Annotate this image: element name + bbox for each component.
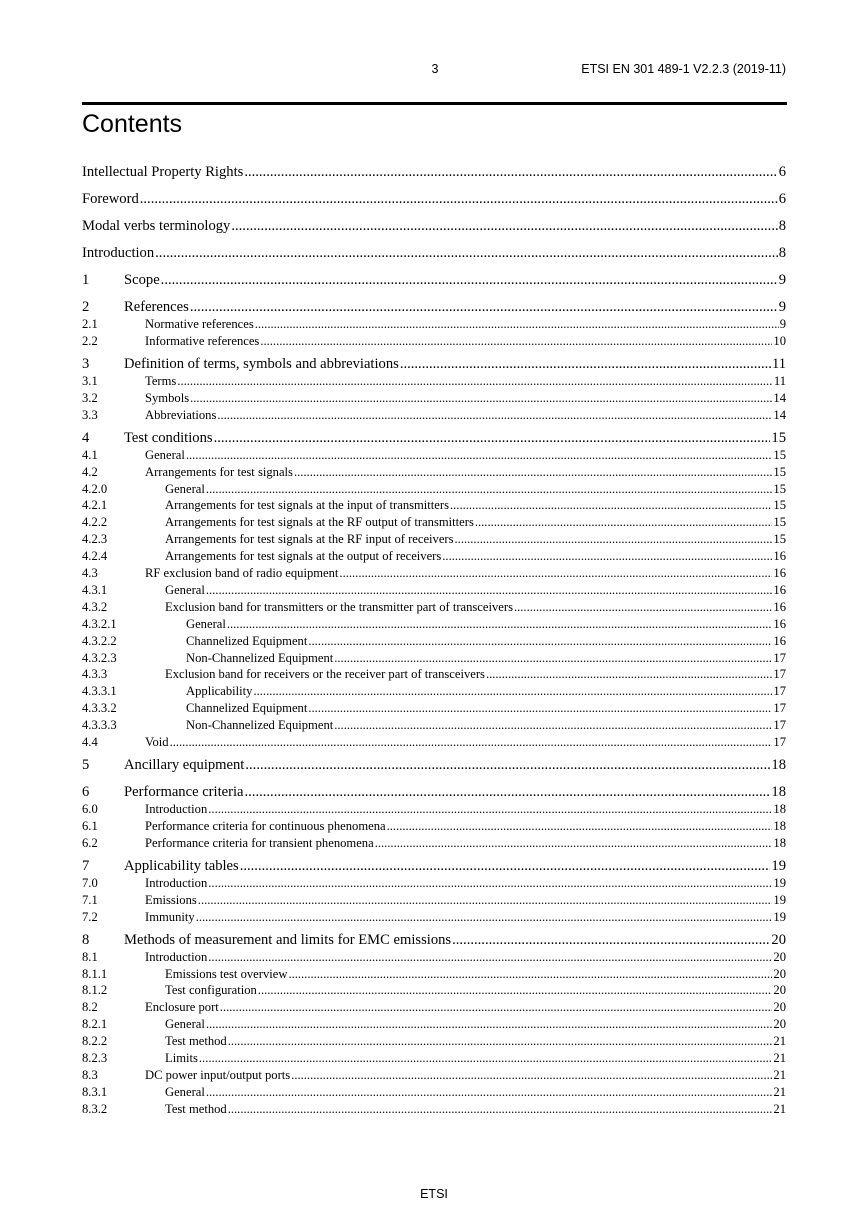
toc-entry-title: Intellectual Property Rights <box>82 164 244 180</box>
toc-entry-number: 3.3 <box>82 407 98 422</box>
toc-entry-title: Performance criteria for continuous phenomena <box>145 818 386 833</box>
toc-dot-leader <box>155 245 778 262</box>
toc-entry-title: Definition of terms, symbols and abbreviations <box>124 355 399 372</box>
toc-dot-leader <box>208 876 772 891</box>
toc-entry-page: 21 <box>773 1051 786 1065</box>
toc-dot-leader <box>253 684 772 699</box>
toc-dot-leader <box>190 299 778 316</box>
toc-entry-page: 15 <box>773 464 786 479</box>
toc-entry-title: Arrangements for test signals at the RF input of receivers <box>165 532 454 547</box>
toc-entry-page: 8 <box>778 218 786 234</box>
toc-subentry[interactable] <box>82 1068 786 1083</box>
toc-entry-title: General <box>145 447 185 462</box>
toc-entry-title: Terms <box>145 373 177 388</box>
toc-dot-leader <box>375 836 773 851</box>
toc-dot-leader <box>245 757 770 774</box>
toc-dot-leader <box>217 408 772 423</box>
toc-entry-page: 17 <box>773 701 786 716</box>
toc-entry-number: 4.2 <box>82 464 98 479</box>
toc-subentry[interactable] <box>82 583 786 598</box>
toc-entry-number: 8.1.1 <box>82 966 108 981</box>
toc-entry-page: 16 <box>773 616 786 631</box>
toc-dot-leader <box>486 667 772 682</box>
toc-entry-title: Exclusion band for transmitters or the transmitter part of transceivers <box>165 599 513 614</box>
toc-entry-number: 4 <box>82 429 90 446</box>
toc-entry-title: Test method <box>165 1034 227 1049</box>
toc-entry-page: 19 <box>773 892 786 907</box>
toc-entry-title: RF exclusion band of radio equipment <box>145 566 339 580</box>
toc-dot-leader <box>291 1068 772 1083</box>
toc-subentry[interactable] <box>82 408 786 423</box>
toc-subentry[interactable] <box>82 1034 786 1049</box>
toc-entry-page: 17 <box>773 735 786 749</box>
toc-subentry[interactable] <box>82 802 786 817</box>
toc-entry[interactable] <box>82 757 786 774</box>
toc-dot-leader <box>260 334 772 349</box>
toc-dot-leader <box>452 932 770 949</box>
toc-entry-title: Arrangements for test signals at the RF output of transmitters <box>165 515 474 530</box>
toc-entry-page: 15 <box>773 481 786 496</box>
toc-entry-page: 17 <box>773 667 786 682</box>
toc-entry-title: Void <box>145 735 169 749</box>
toc-entry-number: 8.3.1 <box>82 1084 108 1099</box>
toc-entry-title: Abbreviations <box>145 407 217 422</box>
toc-dot-leader <box>475 515 773 530</box>
toc-subentry[interactable] <box>82 391 786 406</box>
toc-entry-title: Test configuration <box>165 983 257 998</box>
toc-dot-leader <box>400 356 771 373</box>
toc-entry-number: 8.2.2 <box>82 1034 108 1049</box>
header-page-number: 3 <box>431 62 439 76</box>
toc-subentry[interactable] <box>82 549 786 564</box>
toc-dot-leader <box>186 448 773 463</box>
toc-entry-number: 1 <box>82 272 90 288</box>
toc-entry-title: General <box>186 616 226 631</box>
toc-dot-leader <box>198 893 773 908</box>
toc-entry-number: 4.3.1 <box>82 582 108 597</box>
toc-dot-leader <box>206 1085 773 1100</box>
toc-entry-number: 8.1 <box>82 949 98 964</box>
toc-entry-title: Modal verbs terminology <box>82 218 231 234</box>
toc-entry-page: 9 <box>778 299 786 315</box>
toc-subentry[interactable] <box>82 515 786 530</box>
toc-entry-page: 21 <box>773 1101 786 1116</box>
toc-entry-page: 10 <box>773 333 786 348</box>
toc-subentry[interactable] <box>82 701 786 716</box>
toc-subentry[interactable] <box>82 334 786 349</box>
toc-dot-leader <box>220 1000 773 1015</box>
toc-entry-number: 4.1 <box>82 447 98 462</box>
toc-subentry[interactable] <box>82 617 786 632</box>
toc-dot-leader <box>199 1051 773 1066</box>
toc-entry-page: 18 <box>773 835 786 850</box>
toc-entry-title: Channelized Equipment <box>186 633 308 648</box>
toc-subentry[interactable] <box>82 893 786 908</box>
toc-entry-title: Normative references <box>145 317 254 331</box>
toc-dot-leader <box>294 465 772 480</box>
toc-entry-page: 20 <box>773 1000 786 1015</box>
toc-entry-page: 17 <box>773 650 786 665</box>
toc-entry-number: 7.0 <box>82 875 98 890</box>
toc-dot-leader <box>334 718 772 733</box>
toc-entry[interactable] <box>82 784 786 801</box>
toc-entry-page: 6 <box>778 191 786 207</box>
toc-subentry[interactable] <box>82 950 786 965</box>
toc-entry-page: 14 <box>773 390 786 405</box>
toc-dot-leader <box>206 482 773 497</box>
toc-entry-number: 4.3.2.3 <box>82 650 117 665</box>
toc-entry-page: 21 <box>773 1084 786 1099</box>
toc-entry-title: Arrangements for test signals at the output of receivers <box>165 549 442 564</box>
toc-entry-number: 7.1 <box>82 892 98 907</box>
toc-entry-page: 18 <box>773 818 786 833</box>
toc-dot-leader <box>170 735 773 750</box>
toc-entry-title: Limits <box>165 1051 198 1065</box>
toc-entry-number: 4.3.3.1 <box>82 684 117 699</box>
toc-entry-page: 18 <box>771 757 786 773</box>
toc-subentry[interactable] <box>82 983 786 998</box>
toc-entry-number: 8.3 <box>82 1067 98 1082</box>
toc-entry-title: DC power input/output ports <box>145 1067 291 1082</box>
toc-entry-number: 2.2 <box>82 333 98 348</box>
toc-entry-title: Introduction <box>145 802 208 816</box>
toc-entry[interactable] <box>82 299 786 316</box>
toc-dot-leader <box>214 430 771 447</box>
toc-dot-leader <box>308 634 772 649</box>
footer-text: ETSI <box>420 1187 448 1201</box>
toc-entry-page: 19 <box>771 857 786 874</box>
toc-entry-title: Methods of measurement and limits for EMC emissions <box>124 931 452 948</box>
toc-subentry[interactable] <box>82 684 786 699</box>
toc-entry-page: 14 <box>773 407 786 422</box>
toc-subentry[interactable] <box>82 910 786 925</box>
toc-dot-leader <box>308 701 772 716</box>
toc-entry-page: 19 <box>773 875 786 890</box>
toc-entry-title: Introduction <box>82 245 155 261</box>
toc-entry-title: Enclosure port <box>145 1000 219 1015</box>
toc-entry-title: Applicability <box>186 684 253 699</box>
toc-entry-title: Performance criteria <box>124 784 244 800</box>
toc-entry-number: 4.2.1 <box>82 498 108 513</box>
toc-entry-title: General <box>165 582 205 597</box>
toc-dot-leader <box>196 910 773 925</box>
toc-subentry[interactable] <box>82 836 786 851</box>
toc-entry-page: 19 <box>773 909 786 924</box>
toc-subentry[interactable] <box>82 600 786 615</box>
toc-dot-leader <box>227 617 773 632</box>
toc-entry-page: 21 <box>773 1034 786 1049</box>
toc-dot-leader <box>450 498 772 513</box>
toc-entry[interactable] <box>82 245 786 262</box>
toc-subentry[interactable] <box>82 718 786 733</box>
toc-entry-page: 18 <box>771 784 786 800</box>
toc-dot-leader <box>177 374 773 389</box>
toc-dot-leader <box>334 651 772 666</box>
toc-entry-title: Arrangements for test signals <box>145 464 293 479</box>
toc-entry-page: 16 <box>773 582 786 597</box>
toc-entry[interactable] <box>82 164 786 181</box>
toc-subentry[interactable] <box>82 819 786 834</box>
toc-entry-number: 3.2 <box>82 390 98 405</box>
toc-entry[interactable] <box>82 191 786 208</box>
toc-entry-number: 4.3 <box>82 566 98 580</box>
toc-entry-title: Exclusion band for receivers or the receiver part of transceivers <box>165 667 485 682</box>
toc-subentry[interactable] <box>82 317 786 332</box>
toc-entry-number: 4.4 <box>82 735 98 749</box>
toc-entry-title: Symbols <box>145 390 190 405</box>
toc-entry-number: 7.2 <box>82 909 98 924</box>
toc-dot-leader <box>228 1034 773 1049</box>
toc-subentry[interactable] <box>82 482 786 497</box>
toc-dot-leader <box>387 819 773 834</box>
toc-entry-number: 4.3.3.2 <box>82 701 117 716</box>
toc-dot-leader <box>190 391 772 406</box>
toc-entry[interactable] <box>82 858 786 875</box>
toc-entry-page: 11 <box>773 373 786 388</box>
toc-entry-number: 4.3.2.2 <box>82 633 117 648</box>
toc-dot-leader <box>245 784 771 801</box>
toc-entry-number: 6.0 <box>82 802 98 816</box>
toc-entry-number: 3 <box>82 355 90 372</box>
toc-dot-leader <box>208 802 772 817</box>
toc-subentry[interactable] <box>82 967 786 982</box>
header-document-id: ETSI EN 301 489-1 V2.2.3 (2019-11) <box>581 62 786 76</box>
toc-dot-leader <box>231 218 777 235</box>
toc-subentry[interactable] <box>82 1102 786 1117</box>
toc-entry-number: 6.1 <box>82 818 98 833</box>
toc-subentry[interactable] <box>82 735 786 750</box>
toc-entry-page: 15 <box>773 515 786 530</box>
toc-entry-page: 16 <box>773 633 786 648</box>
toc-entry-number: 8.1.2 <box>82 983 108 998</box>
toc-dot-leader <box>208 950 772 965</box>
toc-dot-leader <box>140 191 778 208</box>
toc-entry-title: Non-Channelized Equipment <box>186 650 334 665</box>
toc-entry-page: 9 <box>778 272 786 288</box>
page-title: Contents <box>82 110 183 138</box>
toc-entry-page: 6 <box>778 164 786 180</box>
toc-entry-title: General <box>165 1084 205 1099</box>
toc-entry-title: Scope <box>124 272 160 288</box>
toc-dot-leader <box>240 858 771 875</box>
toc-entry-page: 20 <box>773 983 786 998</box>
toc-entry-page: 15 <box>771 429 786 446</box>
toc-entry-page: 8 <box>778 245 786 261</box>
toc-entry-title: Non-Channelized Equipment <box>186 718 334 733</box>
toc-entry-title: Ancillary equipment <box>124 757 245 773</box>
toc-entry[interactable] <box>82 430 786 447</box>
toc-dot-leader <box>288 967 772 982</box>
toc-entry-page: 15 <box>773 498 786 513</box>
toc-entry-number: 4.2.4 <box>82 549 108 564</box>
toc-entry-page: 18 <box>773 802 786 816</box>
toc-entry-number: 8.2.1 <box>82 1017 108 1032</box>
toc-subentry[interactable] <box>82 465 786 480</box>
toc-dot-leader <box>258 983 773 998</box>
toc-entry-number: 4.3.3.3 <box>82 718 117 733</box>
toc-subentry[interactable] <box>82 667 786 682</box>
toc-entry-number: 8.2 <box>82 1000 98 1015</box>
toc-entry-title: Introduction <box>145 875 208 890</box>
toc-entry-page: 20 <box>771 931 786 948</box>
toc-subentry[interactable] <box>82 532 786 547</box>
toc-subentry[interactable] <box>82 448 786 463</box>
toc-entry-page: 9 <box>779 317 786 331</box>
toc-entry-title: General <box>165 1017 205 1032</box>
toc-entry-title: Channelized Equipment <box>186 701 308 716</box>
toc-entry[interactable] <box>82 356 786 373</box>
toc-entry-number: 4.3.2.1 <box>82 616 117 631</box>
toc-entry-page: 16 <box>773 566 786 580</box>
toc-entry-title: Informative references <box>145 333 260 348</box>
toc-subentry[interactable] <box>82 1051 786 1066</box>
toc-entry-number: 6 <box>82 784 90 800</box>
toc-entry-title: Emissions test overview <box>165 966 288 981</box>
toc-subentry[interactable] <box>82 374 786 389</box>
toc-dot-leader <box>455 532 773 547</box>
toc-entry-page: 17 <box>773 718 786 733</box>
toc-entry-number: 8.2.3 <box>82 1051 108 1065</box>
toc-dot-leader <box>244 164 777 181</box>
toc-entry-number: 4.2.2 <box>82 515 108 530</box>
table-of-contents <box>82 0 786 1228</box>
toc-entry-title: References <box>124 299 189 315</box>
toc-entry-page: 20 <box>773 966 786 981</box>
toc-entry-page: 20 <box>773 949 786 964</box>
toc-dot-leader <box>339 566 772 581</box>
toc-subentry[interactable] <box>82 566 786 581</box>
toc-dot-leader <box>442 549 772 564</box>
toc-entry-page: 15 <box>773 447 786 462</box>
toc-entry-title: Test method <box>165 1101 227 1116</box>
toc-entry-page: 21 <box>773 1067 786 1082</box>
toc-entry-page: 11 <box>771 355 786 372</box>
toc-entry-number: 2 <box>82 299 90 315</box>
toc-subentry[interactable] <box>82 651 786 666</box>
toc-subentry[interactable] <box>82 634 786 649</box>
toc-entry-page: 15 <box>773 532 786 547</box>
toc-subentry[interactable] <box>82 1085 786 1100</box>
toc-entry-title: Foreword <box>82 191 139 207</box>
toc-dot-leader <box>514 600 772 615</box>
toc-entry[interactable] <box>82 932 786 949</box>
toc-entry-number: 3.1 <box>82 373 98 388</box>
toc-subentry[interactable] <box>82 876 786 891</box>
toc-entry-number: 5 <box>82 757 90 773</box>
toc-subentry[interactable] <box>82 1017 786 1032</box>
toc-entry-title: Test conditions <box>124 429 213 446</box>
toc-entry-number: 8.3.2 <box>82 1101 108 1116</box>
toc-entry-number: 4.3.3 <box>82 667 108 682</box>
toc-entry-number: 6.2 <box>82 835 98 850</box>
toc-entry-title: Applicability tables <box>124 857 239 874</box>
toc-entry[interactable] <box>82 272 786 289</box>
toc-entry-title: Immunity <box>145 909 195 924</box>
toc-dot-leader <box>255 317 779 332</box>
toc-entry-title: Introduction <box>145 949 208 964</box>
toc-entry-page: 16 <box>773 599 786 614</box>
toc-entry-number: 8 <box>82 931 90 948</box>
toc-entry-number: 4.3.2 <box>82 599 108 614</box>
toc-entry-title: Performance criteria for transient phenomena <box>145 835 374 850</box>
toc-dot-leader <box>206 583 773 598</box>
toc-entry-number: 7 <box>82 857 90 874</box>
toc-dot-leader <box>206 1017 773 1032</box>
toc-entry-number: 4.2.0 <box>82 481 108 496</box>
toc-entry-number: 4.2.3 <box>82 532 108 547</box>
toc-entry-number: 2.1 <box>82 317 98 331</box>
toc-entry-title: General <box>165 481 205 496</box>
toc-entry-page: 17 <box>773 684 786 699</box>
toc-entry-page: 16 <box>773 549 786 564</box>
toc-entry-page: 20 <box>773 1017 786 1032</box>
toc-dot-leader <box>228 1102 773 1117</box>
toc-entry-title: Emissions <box>145 892 197 907</box>
toc-entry[interactable] <box>82 218 786 235</box>
toc-subentry[interactable] <box>82 1000 786 1015</box>
toc-subentry[interactable] <box>82 498 786 513</box>
toc-entry-title: Arrangements for test signals at the input of transmitters <box>165 498 449 513</box>
toc-dot-leader <box>161 272 778 289</box>
